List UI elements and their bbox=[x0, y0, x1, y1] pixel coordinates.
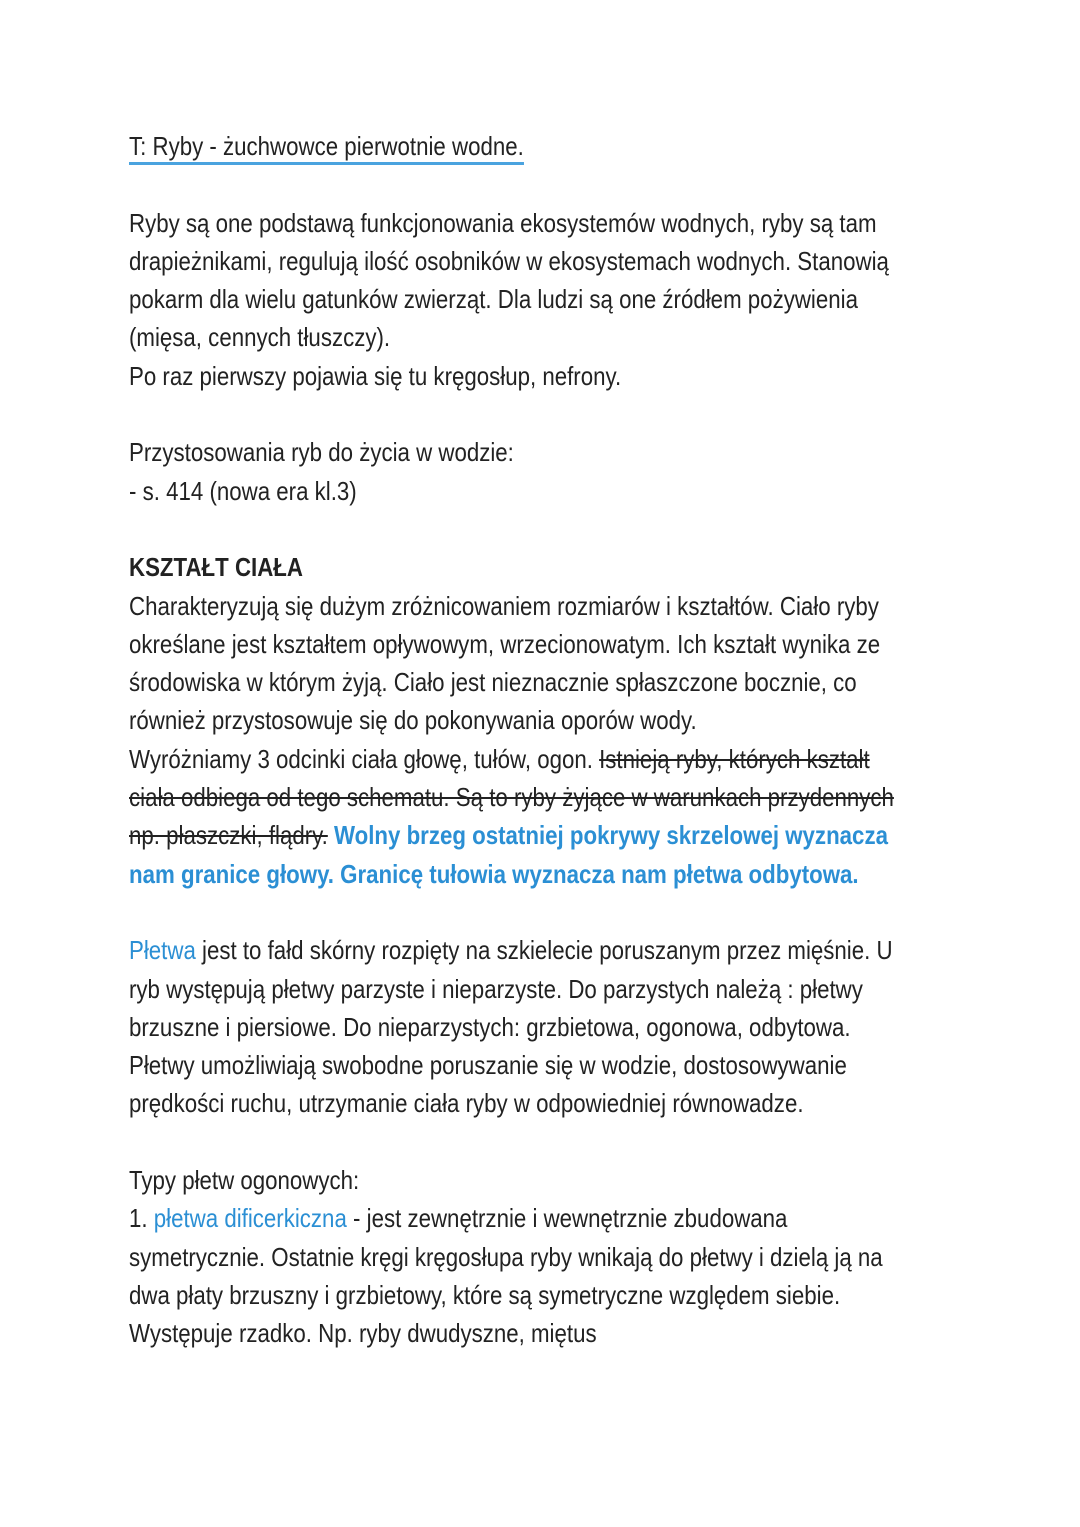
body-shape-line bbox=[129, 741, 870, 779]
spacer bbox=[129, 396, 959, 434]
fin-term: Płetwa bbox=[129, 937, 196, 966]
body-shape-line bbox=[129, 817, 888, 855]
title-line bbox=[129, 128, 851, 166]
tail-fins-heading: Typy płetw ogonowych: bbox=[129, 1167, 360, 1196]
fin-definition: jest to fałd skórny rozpięty na szkielecie poruszanym przez mięśnie. U bbox=[195, 937, 893, 966]
intro-line: Ryby są one podstawą funkcjonowania ekosystemów wodnych, ryby są tam bbox=[129, 209, 877, 238]
body-shape-line: określane jest kształtem opływowym, wrzecionowatym. Ich kształt wynika ze bbox=[129, 630, 881, 659]
intro-line: pokarm dla wielu gatunków zwierząt. Dla ludzi są one źródłem pożywienia bbox=[129, 286, 858, 315]
adaptations-reference: - s. 414 (nowa era kl.3) bbox=[129, 477, 357, 506]
fins-line: prędkości ruchu, utrzymanie ciała ryby w odpowiedniej równowadze. bbox=[129, 1090, 804, 1119]
spacer bbox=[129, 894, 959, 932]
fins-line: ryb występują płetwy parzyste i nieparzyste. Do parzystych należą : płetwy bbox=[129, 975, 863, 1004]
highlighted-text: Wolny brzeg ostatniej pokrywy skrzelowej wyznacza bbox=[327, 822, 888, 851]
struck-text: ciała odbiega od tego schematu. Są to ryby żyjące w warunkach przydennych bbox=[129, 784, 894, 813]
tail-fin-term: płetwa dificerkiczna bbox=[153, 1205, 347, 1234]
fins-line: Płetwy umożliwiają swobodne poruszanie się w wodzie, dostosowywanie bbox=[129, 1052, 847, 1081]
tail-fins-line: Występuje rzadko. Np. ryby dwudyszne, miętus bbox=[129, 1320, 597, 1349]
document-content bbox=[129, 128, 959, 1354]
spacer bbox=[129, 1124, 959, 1162]
body-shape-line bbox=[129, 779, 894, 817]
intro-line: (mięsa, cennych tłuszczy). bbox=[129, 324, 391, 353]
struck-text: np. płaszczki, flądry. bbox=[129, 822, 328, 851]
body-shape-line: Charakteryzują się dużym zróżnicowaniem rozmiarów i kształtów. Ciało ryby bbox=[129, 592, 879, 621]
page-title: T: Ryby - żuchwowce pierwotnie wodne. bbox=[129, 132, 524, 165]
tail-fins-line: symetrycznie. Ostatnie kręgi kręgosłupa ryby wnikają do płetwy i dzielą ją na bbox=[129, 1243, 883, 1272]
body-shape-line: również przystosowuje się do pokonywania oporów wody. bbox=[129, 707, 697, 736]
intro-line: drapieżnikami, regulują ilość osobników w ekosystemach wodnych. Stanowią bbox=[129, 247, 889, 276]
spacer bbox=[129, 166, 959, 204]
tail-fins-line: dwa płaty brzuszny i grzbietowy, które są symetryczne względem siebie. bbox=[129, 1281, 841, 1310]
body-shape-heading: KSZTAŁT CIAŁA bbox=[129, 554, 303, 583]
list-number: 1. bbox=[129, 1205, 154, 1234]
body-shape-line: środowiska w którym żyją. Ciało jest nieznacznie spłaszczone bocznie, co bbox=[129, 669, 857, 698]
fins-line: brzuszne i piersiowe. Do nieparzystych: grzbietowa, ogonowa, odbytowa. bbox=[129, 1013, 851, 1042]
body-segments-text: Wyróżniamy 3 odcinki ciała głowę, tułów, ogon. bbox=[129, 745, 600, 774]
tail-fins-line bbox=[129, 1200, 851, 1238]
highlighted-line: nam granice głowy. Granicę tułowia wyznacza nam płetwa odbytowa. bbox=[129, 860, 859, 889]
fins-line bbox=[129, 932, 893, 970]
adaptations-heading: Przystosowania ryb do życia w wodzie: bbox=[129, 439, 514, 468]
spacer bbox=[129, 511, 959, 549]
intro-line: Po raz pierwszy pojawia się tu kręgosłup, nefrony. bbox=[129, 362, 622, 391]
tail-fin-definition: - jest zewnętrznie i wewnętrznie zbudowana bbox=[346, 1205, 788, 1234]
struck-text: Istnieją ryby, których kształt bbox=[599, 745, 870, 774]
